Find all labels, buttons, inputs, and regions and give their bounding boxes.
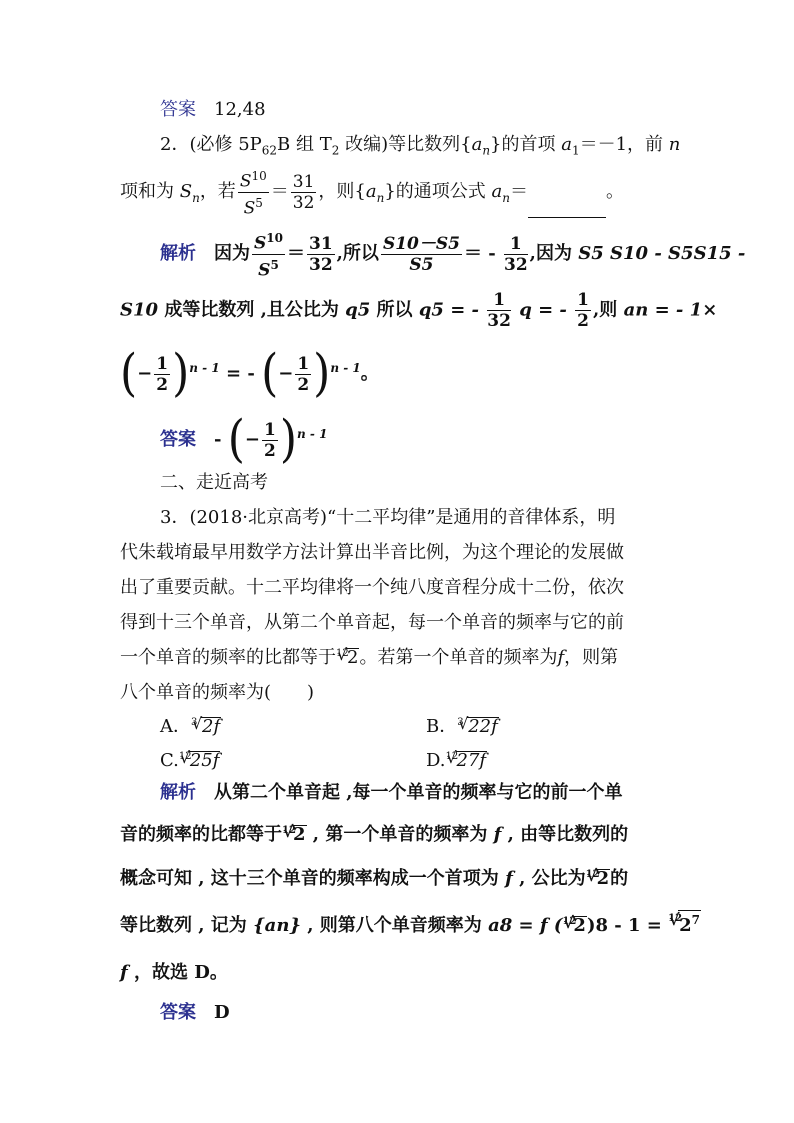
var: q = - bbox=[512, 299, 574, 321]
rad-body: 22f bbox=[468, 716, 498, 737]
q3-sol-line4: 等比数列 , 记为 {an} , 则第八个单音频率为 a8 = f ( 12 √ 2)8 - 1 = 12 √ $2^7$ bbox=[120, 910, 701, 939]
radical bbox=[179, 748, 221, 774]
num: 1 bbox=[297, 353, 310, 374]
fraction bbox=[238, 166, 269, 218]
q2-text: ＝ bbox=[509, 181, 528, 203]
q3-sol-line3 bbox=[120, 866, 628, 892]
answer-value: 12,48 bbox=[214, 99, 266, 120]
den: 32 bbox=[308, 254, 333, 275]
sol-text: )8 - 1 = bbox=[586, 915, 669, 936]
var: n bbox=[502, 190, 510, 205]
sup: 5 bbox=[255, 195, 263, 210]
option-d[interactable] bbox=[426, 748, 487, 774]
q3-sol-line1 bbox=[160, 780, 623, 806]
sup: 10 bbox=[266, 231, 283, 245]
var: n bbox=[192, 190, 200, 205]
q2-sub: 62 bbox=[261, 143, 278, 158]
option-c[interactable] bbox=[160, 748, 220, 774]
sol-text: − bbox=[278, 363, 294, 384]
section-title: 二、走近高考 bbox=[160, 472, 268, 493]
var: a bbox=[471, 134, 483, 155]
q3-line3: 出了重要贡献。十二平均律将一个纯八度音程分成十二份，依次 bbox=[120, 577, 624, 598]
var: S bbox=[239, 171, 252, 192]
rad-index: 12 bbox=[282, 825, 296, 836]
var: n - 1 bbox=[330, 361, 361, 375]
answer-label: 答案 bbox=[160, 1002, 196, 1023]
var: a bbox=[365, 181, 377, 203]
q2-text: ＝－1，前 bbox=[579, 134, 669, 155]
q2-text: ，若 bbox=[199, 181, 236, 203]
q3-text: ，则第 bbox=[564, 647, 619, 668]
var: S bbox=[243, 198, 256, 219]
radical bbox=[336, 645, 359, 671]
fraction: $\frac{1}{2}$ bbox=[297, 353, 310, 395]
num: 1 bbox=[577, 290, 590, 310]
radical bbox=[457, 714, 499, 740]
sol-text: ,则 bbox=[593, 299, 624, 321]
rad-index: 12 bbox=[178, 751, 192, 762]
var: f bbox=[505, 868, 513, 889]
option-label: C. bbox=[160, 750, 179, 771]
rad-index: 12 bbox=[585, 869, 600, 880]
var: S bbox=[179, 181, 193, 203]
rad-body: 25f bbox=[189, 750, 220, 771]
var: n bbox=[376, 190, 385, 205]
rad-body: 27f bbox=[456, 750, 487, 771]
var: f bbox=[120, 962, 128, 983]
var: q5 bbox=[345, 299, 371, 321]
q3-answer-line bbox=[160, 1000, 230, 1026]
sol-text: 所以 bbox=[370, 299, 419, 321]
var: f bbox=[557, 647, 565, 668]
q2-sol-line2 bbox=[120, 290, 717, 331]
q2-line1 bbox=[160, 132, 680, 164]
q2-text: 。 bbox=[605, 181, 624, 203]
sol-text: 因为 bbox=[214, 243, 250, 265]
q2-text: B 组 T bbox=[277, 134, 332, 155]
sol-text: , 公比为 bbox=[512, 868, 586, 889]
den: 32 bbox=[504, 254, 528, 275]
q2-answer-line: 答案 - (− $\frac{1}{2}$ )$^{n - 1}$ bbox=[160, 410, 328, 469]
rad-body: √ 2 bbox=[346, 648, 359, 667]
q2-text: }的首项 bbox=[490, 134, 562, 155]
q3-sol-line2 bbox=[120, 822, 628, 848]
sol-text: D。 bbox=[194, 962, 228, 983]
sol-text: , 则第八个单音频率为 bbox=[300, 915, 489, 936]
den: 32 bbox=[292, 192, 315, 213]
sol-text: ,所以 bbox=[336, 243, 379, 265]
q2-text: }的通项公式 bbox=[384, 181, 492, 203]
analysis-label: 解析 bbox=[160, 243, 196, 265]
rad-body: √ 2 bbox=[572, 916, 587, 935]
fraction bbox=[291, 172, 317, 213]
var: a bbox=[561, 134, 572, 155]
rad-index: 12 bbox=[668, 913, 683, 924]
fraction bbox=[487, 290, 511, 331]
rad-index: 3 bbox=[457, 717, 464, 728]
q2-text: 2．(必修 5P bbox=[160, 134, 262, 155]
rad-body: √ 2 bbox=[292, 825, 307, 844]
var: n - 1 bbox=[297, 427, 328, 441]
num: 31 bbox=[292, 171, 315, 192]
var: S bbox=[258, 260, 271, 281]
num: 1 bbox=[487, 290, 511, 311]
sol-text: 音的频率的比都等于 bbox=[120, 824, 282, 845]
q2-sub: 2 bbox=[331, 143, 340, 158]
sol-text: 等比数列 , 记为 bbox=[120, 915, 254, 936]
sol-text: − bbox=[137, 363, 153, 384]
var: n - 1 bbox=[189, 361, 220, 375]
sol-text: ＝ bbox=[286, 243, 305, 265]
option-label: B． bbox=[426, 716, 458, 737]
rad-body: 2f bbox=[202, 716, 221, 737]
option-a[interactable] bbox=[160, 714, 221, 740]
sol-text: ，故选 bbox=[127, 962, 195, 983]
sol-text: ,因为 bbox=[529, 243, 579, 265]
option-label: D. bbox=[426, 750, 446, 771]
fraction bbox=[504, 234, 528, 275]
q2-sol-line1 bbox=[160, 228, 745, 280]
q3-text: 。若第一个单音的频率为 bbox=[359, 647, 558, 668]
rad-body: √ 2 bbox=[596, 869, 611, 888]
sol-text: 。 bbox=[360, 363, 379, 384]
fraction: $\frac{1}{2}$ bbox=[156, 353, 169, 395]
q3-text: 一个单音的频率的比都等于 bbox=[120, 647, 336, 668]
var: S5 S10 - S5S15 - bbox=[578, 243, 746, 265]
var: S bbox=[254, 233, 267, 254]
q2-text: 项和为 bbox=[120, 181, 180, 203]
sol-text: 从第二个单音起 ,每一个单音的频率与它的前一个单 bbox=[214, 782, 623, 803]
sol-text: ＝ - bbox=[463, 243, 502, 265]
sup: 5 bbox=[270, 257, 279, 272]
den: 32 bbox=[487, 311, 511, 331]
sup: 10 bbox=[251, 169, 267, 183]
rad-index: 12 bbox=[336, 648, 349, 659]
fraction: $\frac{1}{2}$ bbox=[264, 419, 276, 461]
var: S5 bbox=[409, 254, 434, 275]
sol-text: 成等比数列 ,且公比为 bbox=[158, 299, 346, 321]
q3-line1: 3．(2018·北京高考)“十二平均律”是通用的音律体系，明 bbox=[160, 507, 616, 528]
num: 1 bbox=[504, 234, 528, 255]
q2-text: 改编)等比数列{ bbox=[339, 134, 472, 155]
radical bbox=[446, 748, 488, 774]
var: a bbox=[491, 181, 503, 203]
option-label: A． bbox=[160, 716, 191, 737]
answer-label: 答案 bbox=[160, 429, 196, 450]
var: n bbox=[482, 143, 491, 158]
answer-label: 答案 bbox=[160, 99, 196, 120]
sol-text: = - bbox=[219, 363, 262, 384]
q3-line5 bbox=[120, 645, 618, 671]
q2-sol-line3: (− $\frac{1}{2}$ )$^{n - 1}$ = - (− $\frac{1}{2}$ )$^{n - 1}$。 bbox=[120, 344, 379, 403]
rad-index: 3 bbox=[191, 717, 198, 728]
q2-text: ＝ bbox=[270, 181, 289, 203]
var: a8 = f ( bbox=[488, 915, 563, 936]
sol-text: − bbox=[244, 429, 261, 450]
q1-answer-line bbox=[160, 97, 266, 123]
option-b[interactable] bbox=[426, 714, 499, 740]
var: f bbox=[493, 824, 502, 845]
sol-text: , 第一个单音的频率为 bbox=[306, 824, 494, 845]
var: n bbox=[668, 134, 681, 155]
var: an = - 1× bbox=[623, 299, 718, 321]
answer-blank bbox=[528, 197, 606, 218]
sol-text: - bbox=[214, 429, 228, 450]
q3-line2: 代朱载堉最早用数学方法计算出半音比例，为这个理论的发展做 bbox=[120, 542, 624, 563]
num: 31 bbox=[308, 233, 333, 254]
fraction: $\frac{1}{2}$ bbox=[577, 290, 590, 331]
rad-index: 12 bbox=[445, 751, 459, 762]
q2-text: ，则{ bbox=[318, 181, 366, 203]
radical bbox=[191, 714, 221, 740]
fraction bbox=[381, 234, 462, 275]
var: q5 = - bbox=[418, 299, 486, 321]
fraction bbox=[307, 234, 335, 275]
q3-line4: 得到十三个单音，从第二个单音起，每一个单音的频率与它的前 bbox=[120, 612, 624, 633]
var: S10 bbox=[120, 299, 159, 321]
sol-text: 概念可知 , 这十三个单音的频率构成一个首项为 bbox=[120, 868, 506, 889]
q3-line6: 八个单音的频率为( ) bbox=[120, 682, 315, 703]
rad-index: 12 bbox=[562, 916, 577, 927]
num: 1 bbox=[264, 419, 276, 440]
fraction bbox=[252, 228, 285, 280]
num: 1 bbox=[156, 353, 169, 374]
analysis-label: 解析 bbox=[160, 782, 196, 803]
q2-sub: 1 bbox=[571, 143, 580, 158]
sol-text: , 由等比数列的 bbox=[501, 824, 629, 845]
var: {an} bbox=[253, 915, 301, 936]
q3-sol-line5 bbox=[120, 960, 228, 986]
var: S10－S5 bbox=[382, 233, 460, 254]
answer-value: D bbox=[214, 1002, 230, 1023]
q2-line2 bbox=[120, 166, 624, 218]
sol-text: 的 bbox=[610, 868, 629, 889]
